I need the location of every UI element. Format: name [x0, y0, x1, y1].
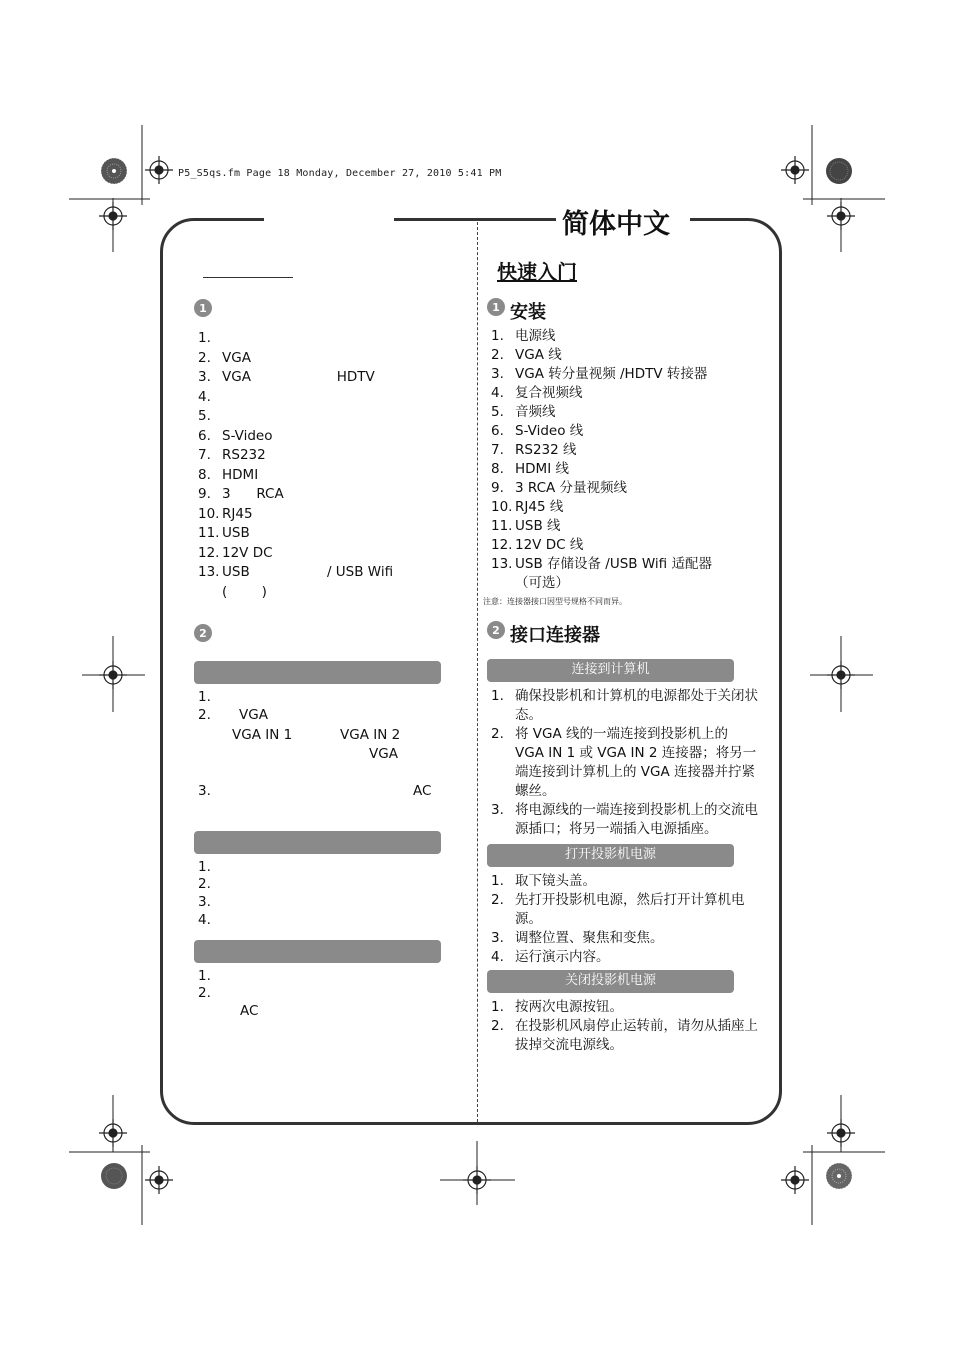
step-badge-2: 2 [487, 621, 505, 639]
install-heading: 安装 [510, 302, 546, 323]
list-item: 2. 先打开投影机电源，然后打开计算机电源。 [491, 892, 745, 927]
list-number: 1. [198, 859, 211, 875]
list-item-continuation: ( ) [222, 583, 267, 600]
list-item: 2. 在投影机风扇停止运转前，请勿从插座上拔掉交流电源线。 [491, 1018, 758, 1053]
list-item: 7. RS232 [198, 447, 266, 463]
power-off-steps-list [491, 998, 766, 1055]
connectors-heading: 接口连接器 [510, 625, 600, 646]
list-item: 11. USB 线 [491, 518, 561, 534]
language-title: 简体中文 [562, 209, 670, 240]
list-number: 2. [198, 707, 211, 723]
left-text-fragment: VGA IN 2 [340, 727, 401, 743]
column-divider [477, 222, 478, 1122]
left-poweron-bar [194, 831, 441, 854]
list-number: 4. [198, 912, 211, 928]
left-text-fragment: AC [240, 1003, 259, 1019]
list-item: 4. 运行演示内容。 [491, 949, 610, 965]
list-item: 10. RJ45 线 [491, 499, 564, 515]
list-item: 13. USB / USB Wifi [198, 564, 394, 580]
list-item: 6. S-Video [198, 427, 273, 444]
list-item: 1. 取下镜头盖。 [491, 873, 596, 889]
list-number: 1. [198, 689, 211, 705]
print-header: P5_S5qs.fm Page 18 Monday, December 27, 2010 5:41 PM [178, 168, 502, 179]
list-number: 2. [198, 876, 211, 892]
list-item: 7. RS232 线 [491, 442, 577, 458]
list-item: 3. VGA 转分量视频 /HDTV 转接器 [491, 366, 708, 382]
list-number: 3. [198, 783, 211, 799]
list-item: 13. USB 存储设备 /USB Wifi 适配器 [491, 556, 712, 572]
list-item: 1. 电源线 [491, 328, 556, 344]
list-item: 3. VGA HDTV [198, 369, 375, 385]
list-item: 1. 确保投影机和计算机的电源都处于关闭状态。 [491, 688, 758, 723]
left-text-fragment: VGA IN 1 [232, 727, 293, 743]
list-item: 3. 将电源线的一端连接到投影机上的交流电源插口；将另一端插入电源插座。 [491, 802, 758, 837]
left-connect-bar [194, 661, 441, 684]
list-item: 2. VGA 线 [491, 347, 562, 363]
list-number: 2. [198, 985, 211, 1001]
power-on-steps-list [491, 872, 766, 967]
package-contents-list [491, 327, 766, 593]
step-badge-2: 2 [194, 624, 212, 642]
list-number: 1. [198, 968, 211, 984]
left-poweroff-bar [194, 940, 441, 963]
list-item: 8. HDMI [198, 466, 259, 483]
list-item: 12. 12V DC [198, 544, 273, 561]
list-item: 8. HDMI 线 [491, 461, 569, 477]
list-item: 4. [198, 388, 211, 405]
connector-note: 注意：连接器接口因型号规格不同而异。 [483, 597, 627, 606]
quick-start-title: 快速入门 [497, 260, 577, 284]
list-item: 10. RJ45 [198, 505, 253, 522]
connect-to-computer-bar: 连接到计算机 [487, 659, 734, 682]
left-text-fragment: AC [413, 783, 432, 799]
list-item: 9. 3 RCA [198, 486, 284, 502]
list-item: 1. 按两次电源按钮。 [491, 999, 623, 1015]
left-text-fragment: VGA [239, 707, 268, 723]
left-title-underline [203, 277, 293, 278]
list-number: 3. [198, 894, 211, 910]
left-text-fragment: VGA [369, 746, 398, 762]
list-item: 6. S-Video 线 [491, 423, 584, 439]
list-item: 5. 音频线 [491, 404, 556, 420]
list-item: 11. USB [198, 525, 250, 541]
list-item: 2. VGA [198, 349, 251, 366]
list-item: 12. 12V DC 线 [491, 537, 584, 553]
power-on-bar: 打开投影机电源 [487, 844, 734, 867]
list-item: 2. 将 VGA 线的一端连接到投影机上的 VGA IN 1 或 VGA IN 2 连接器；将另一端连接到计算机上的 VGA 连接器并拧紧螺丝。 [491, 726, 757, 799]
list-item: 4. 复合视频线 [491, 385, 583, 401]
step-badge-1: 1 [194, 299, 212, 317]
step-badge-1: 1 [487, 298, 505, 316]
power-off-bar: 关闭投影机电源 [487, 970, 734, 993]
list-item: 3. 调整位置、聚焦和变焦。 [491, 930, 664, 946]
list-item-continuation: （可选） [515, 575, 569, 591]
list-item: 1. [198, 330, 211, 346]
list-item: 5. [198, 408, 211, 424]
list-item: 9. 3 RCA 分量视频线 [491, 480, 628, 496]
left-package-list [198, 329, 458, 602]
connect-steps-list [491, 687, 766, 839]
frame-gap [264, 212, 394, 224]
